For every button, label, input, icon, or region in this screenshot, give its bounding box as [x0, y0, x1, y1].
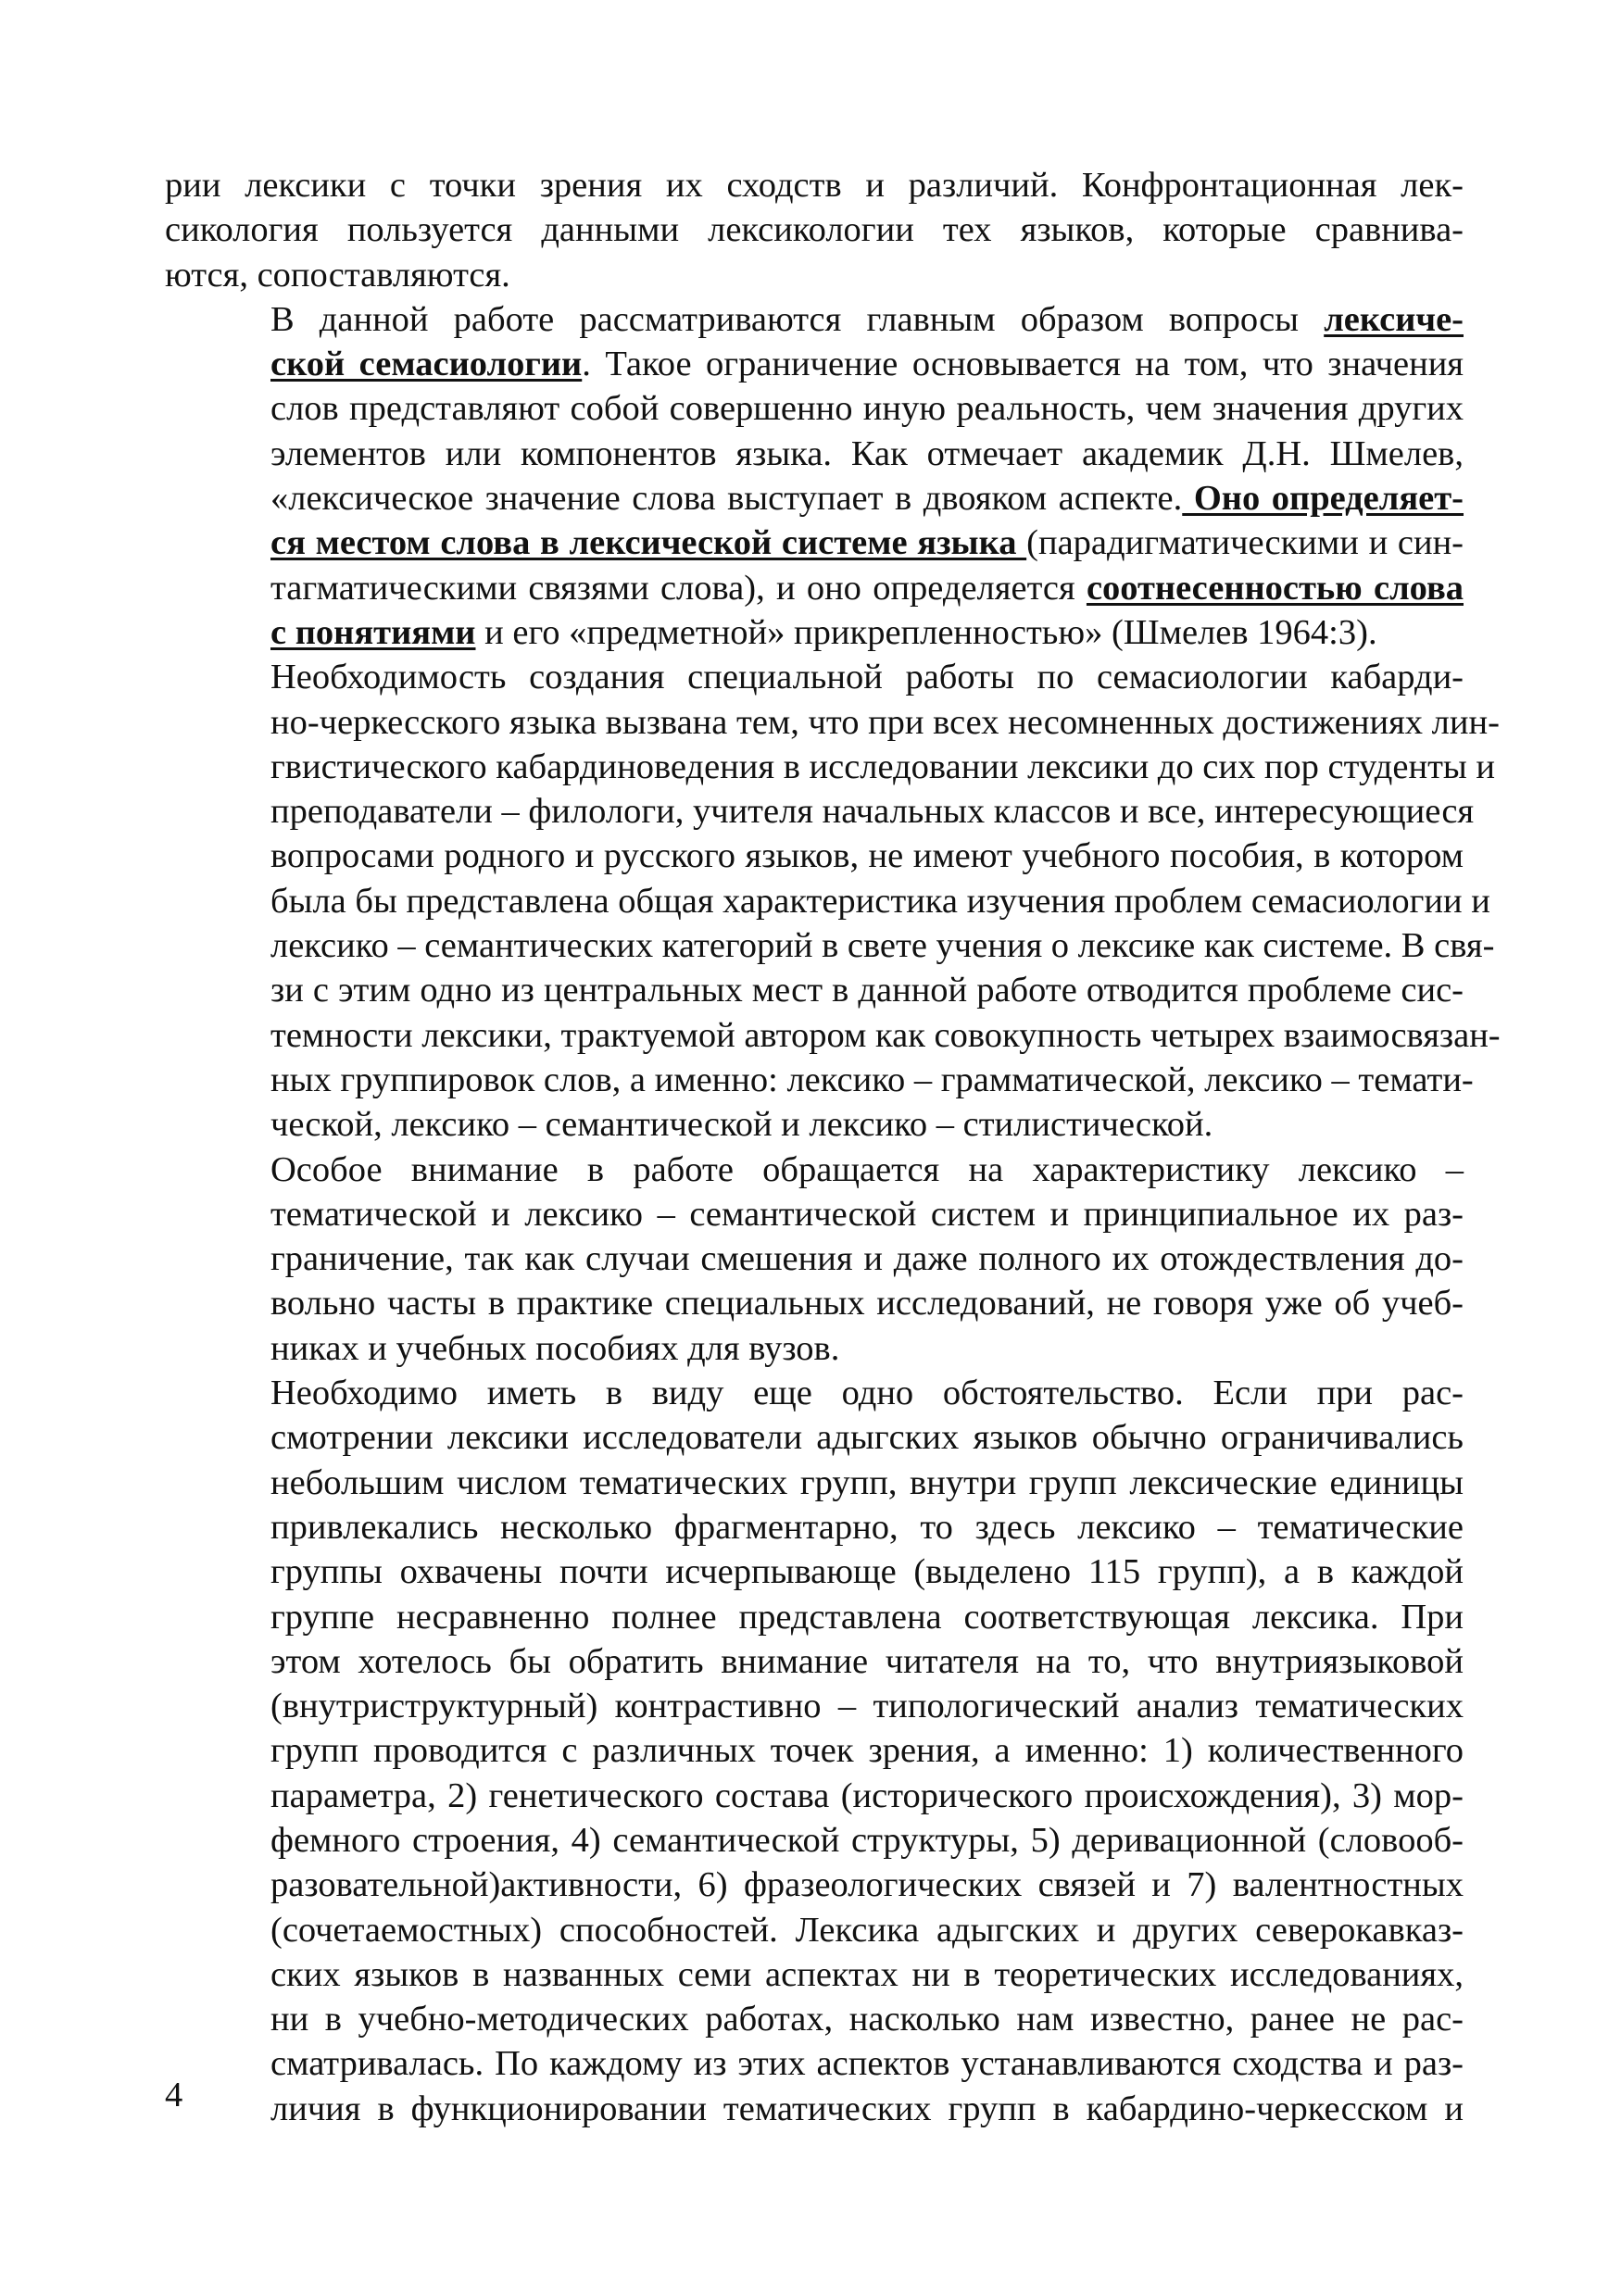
text-run: ских языков в названных семи аспектах ни в теоретических исследованиях, [270, 1954, 1464, 1994]
emphasized-term: с понятиями [270, 612, 476, 652]
text-line [165, 432, 1464, 476]
text-line [165, 745, 1495, 789]
page-body [165, 163, 1501, 2131]
text-line [165, 1505, 1464, 1549]
text-run: никах и учебных пособиях для вузов. [270, 1328, 840, 1368]
text-run: привлекались несколько фрагментарно, то здесь лексико – тематические [270, 1507, 1464, 1547]
text-run: Особое внимание в работе обращается на характеристику лексико – [270, 1149, 1464, 1189]
text-run: ных группировок слов, а именно: лексико – грамматической, лексико – темати- [270, 1060, 1474, 1099]
text-line [165, 879, 1490, 923]
text-run: сматривалась. По каждому из этих аспектов устанавливаются сходства и раз- [270, 2044, 1464, 2084]
text-run: сикология пользуется данными лексикологии тех языков, которые сравнива- [165, 210, 1464, 250]
text-run: тематической и лексико – семантической систем и принципиальное их раз- [270, 1194, 1464, 1234]
text-line [165, 297, 1464, 342]
text-run: темности лексики, трактуемой автором как совокупность четырех взаимосвязан- [270, 1015, 1501, 1055]
text-line [165, 342, 1464, 386]
text-run: тагматическими связями слова), и оно определяется [270, 568, 1087, 608]
text-run: слов представляют собой совершенно иную реальность, чем значения других [270, 389, 1464, 429]
text-line [165, 1326, 1464, 1371]
text-run: группы охвачены почти исчерпывающе (выделено 115 групп), а в каждой [270, 1552, 1464, 1592]
text-line [165, 1684, 1464, 1728]
text-line [165, 2041, 1464, 2086]
text-line [165, 1281, 1464, 1325]
text-run: «лексическое значение слова выступает в двояком аспекте. [270, 479, 1183, 519]
text-line [165, 521, 1464, 565]
paragraph [165, 297, 1464, 655]
text-line [165, 1415, 1464, 1460]
emphasized-term: соотнесенностью слова [1086, 568, 1464, 608]
paragraph [165, 1371, 1464, 2131]
text-line [165, 386, 1464, 431]
text-line [165, 1102, 1464, 1147]
text-run: элементов или компонентов языка. Как отмечает академик Д.Н. Шмелев, [270, 433, 1464, 473]
text-line [165, 1818, 1464, 1863]
text-line [165, 1013, 1501, 1058]
paragraph [165, 1148, 1464, 1371]
text-run: В данной работе рассматриваются главным образом вопросы [270, 299, 1325, 339]
text-run: . Такое ограничение основывается на том, что значения [582, 345, 1464, 384]
text-line [165, 834, 1464, 878]
text-line [165, 253, 1464, 297]
text-run: фемного строения, 4) семантической структуры, 5) деривационной (словооб- [270, 1820, 1464, 1860]
text-run: ются, сопоставляются. [165, 255, 510, 295]
text-run: (парадигматическими и син- [1026, 523, 1464, 563]
text-run: разовательной)активности, 6) фразеологических связей и 7) валентностных [270, 1865, 1464, 1905]
text-run: рии лексики с точки зрения их сходств и различий. Конфронтационная лек- [165, 166, 1464, 205]
emphasized-term: лексиче- [1324, 299, 1464, 339]
text-line [165, 1148, 1464, 1192]
text-run: параметра, 2) генетического состава (исторического происхождения), 3) мор- [270, 1775, 1464, 1815]
text-run: вольно часты в практике специальных исследований, не говоря уже об учеб- [270, 1284, 1464, 1324]
text-run: (сочетаемостных) способностей. Лексика адыгских и других северокавказ- [270, 1910, 1464, 1950]
text-line [165, 163, 1464, 207]
text-line [165, 700, 1500, 745]
text-run: гвистического кабардиноведения в исследовании лексики до сих пор студенты и [270, 747, 1495, 786]
text-line [165, 923, 1495, 968]
text-line [165, 1371, 1464, 1415]
text-run: ни в учебно-методических работах, насколько нам известно, ранее не рас- [270, 2000, 1464, 2039]
text-run: и его «предметной» прикрепленностью» (Шмелев 1964:3). [475, 612, 1377, 652]
text-line [165, 1774, 1464, 1818]
text-line [165, 1192, 1464, 1236]
text-run: смотрении лексики исследователи адыгских языков обычно ограничивались [270, 1418, 1464, 1458]
text-line [165, 1549, 1464, 1594]
text-run: группе несравненно полнее представлена соответствующая лексика. При [270, 1597, 1464, 1637]
text-line [165, 476, 1464, 521]
text-run: Необходимо иметь в виду еще одно обстоятельство. Если при рас- [270, 1374, 1464, 1413]
text-run: небольшим числом тематических групп, внутри групп лексические единицы [270, 1462, 1464, 1502]
text-line [165, 655, 1464, 699]
page-number: 4 [165, 2076, 183, 2114]
text-line [165, 1908, 1464, 1952]
text-line [165, 610, 1464, 655]
text-line [165, 1058, 1474, 1102]
emphasized-term: ской семасиологии [270, 345, 583, 384]
text-run: граничение, так как случаи смешения и даже полного их отождествления до- [270, 1239, 1464, 1279]
text-run: вопросами родного и русского языков, не имеют учебного пособия, в котором [270, 836, 1464, 876]
text-run: групп проводится с различных точек зрения, а именно: 1) количественного [270, 1731, 1464, 1771]
text-line [165, 1236, 1464, 1281]
text-run: зи с этим одно из центральных мест в данной работе отводится проблеме сис- [270, 971, 1464, 1010]
text-run: лексико – семантических категорий в свете учения о лексике как системе. В свя- [270, 926, 1495, 966]
paragraph [165, 655, 1501, 1147]
text-line [165, 1595, 1464, 1639]
text-run: (внутриструктурный) контрастивно – типологический анализ тематических [270, 1687, 1464, 1726]
text-run: преподаватели – филологи, учителя начальных классов и все, интересующиеся [270, 792, 1475, 832]
emphasized-term: Оно определяет- [1182, 479, 1464, 519]
text-line [165, 789, 1475, 834]
text-line [165, 1952, 1464, 1997]
text-run: этом хотелось бы обратить внимание читателя на то, что внутриязыковой [270, 1641, 1464, 1681]
text-run: ческой, лексико – семантической и лексико – стилистической. [270, 1105, 1213, 1145]
text-flow [165, 163, 1501, 2131]
text-run: была бы представлена общая характеристика изучения проблем семасиологии и [270, 881, 1490, 921]
text-line [165, 1461, 1464, 1505]
text-line [165, 2087, 1464, 2131]
paragraph [165, 163, 1464, 297]
text-line [165, 207, 1464, 252]
text-run: Необходимость создания специальной работы по семасиологии кабарди- [270, 658, 1464, 697]
text-line [165, 1639, 1464, 1684]
text-line [165, 1728, 1464, 1773]
text-line [165, 1997, 1464, 2041]
text-run: личия в функционировании тематических групп в кабардино-черкесском и [270, 2089, 1464, 2128]
text-line [165, 1863, 1464, 1907]
text-line [165, 566, 1464, 610]
text-line [165, 968, 1464, 1012]
text-run: но-черкесского языка вызвана тем, что при всех несомненных достижениях лин- [270, 702, 1500, 742]
emphasized-term: ся местом слова в лексической системе языка [270, 523, 1027, 563]
